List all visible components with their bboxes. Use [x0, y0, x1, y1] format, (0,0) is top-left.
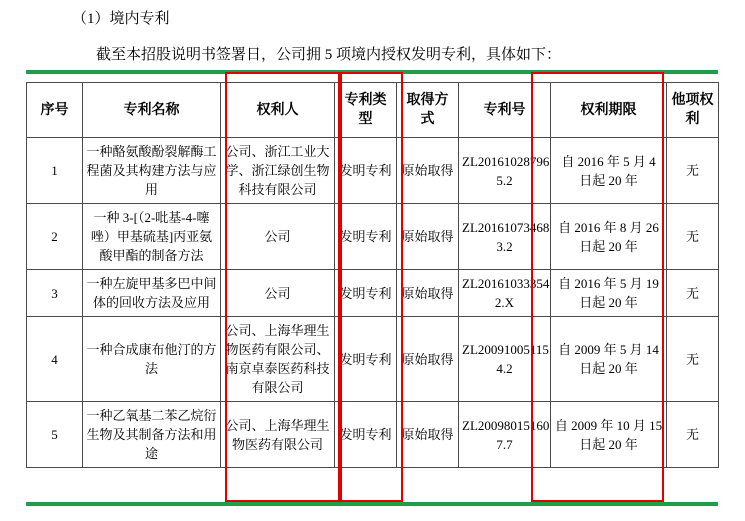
cell-patent-name: 一种乙氧基二苯乙烷衍生物及其制备方法和用途: [83, 402, 221, 468]
column-header-type: 专利类型: [335, 83, 397, 138]
cell-way: 原始取得: [397, 270, 459, 317]
document-page: [0, 8, 745, 521]
cell-owner: 公司、浙江工业大学、浙江绿创生物科技有限公司: [221, 138, 335, 204]
column-header-no: 序号: [27, 83, 83, 138]
cell-other-rights: 无: [667, 138, 719, 204]
cell-other-rights: 无: [667, 270, 719, 317]
cell-term: 自 2016 年 5 月 4 日起 20 年: [551, 138, 667, 204]
column-header-owner: 权利人: [221, 83, 335, 138]
cell-patent-name: 一种左旋甲基多巴中间体的回收方法及应用: [83, 270, 221, 317]
column-header-term: 权利期限: [551, 83, 667, 138]
cell-owner: 公司、上海华理生物医药有限公司: [221, 402, 335, 468]
table-row: [27, 402, 719, 468]
column-header-number: 专利号: [459, 83, 551, 138]
cell-way: 原始取得: [397, 138, 459, 204]
cell-way: 原始取得: [397, 204, 459, 270]
cell-term: 自 2016 年 8 月 26 日起 20 年: [551, 204, 667, 270]
cell-term: 自 2016 年 5 月 19 日起 20 年: [551, 270, 667, 317]
cell-owner: 公司、上海华理生物医药有限公司、南京卓泰医药科技有限公司: [221, 317, 335, 402]
cell-way: 原始取得: [397, 317, 459, 402]
cell-no: 5: [27, 402, 83, 468]
column-header-name: 专利名称: [83, 83, 221, 138]
cell-other-rights: 无: [667, 204, 719, 270]
bottom-green-band: [26, 502, 718, 506]
column-header-other: 他项权利: [667, 83, 719, 138]
table-row: [27, 138, 719, 204]
cell-patent-name: 一种合成康布他汀的方法: [83, 317, 221, 402]
cell-no: 1: [27, 138, 83, 204]
patent-table-wrapper: [26, 82, 718, 468]
cell-no: 2: [27, 204, 83, 270]
section-heading: （1）境内专利: [72, 11, 170, 27]
cell-no: 3: [27, 270, 83, 317]
cell-owner: 公司: [221, 270, 335, 317]
table-row: [27, 317, 719, 402]
cell-patent-name: 一种酪氨酸酚裂解酶工程菌及其构建方法与应用: [83, 138, 221, 204]
cell-owner: 公司: [221, 204, 335, 270]
cell-other-rights: 无: [667, 402, 719, 468]
cell-patent-number: ZL20161073468 3.2: [459, 204, 551, 270]
patent-table: [26, 82, 719, 468]
cell-patent-name: 一种 3-[（2-吡基-4-噻唑）甲基硫基]丙亚氨酸甲酯的制备方法: [83, 204, 221, 270]
cell-type: 发明专利: [335, 317, 397, 402]
table-header-row: [27, 83, 719, 138]
cell-term: 自 2009 年 10 月 15 日起 20 年: [551, 402, 667, 468]
table-row: [27, 270, 719, 317]
cell-patent-number: ZL20161033354 2.X: [459, 270, 551, 317]
cell-type: 发明专利: [335, 270, 397, 317]
cell-patent-number: ZL20091005115 4.2: [459, 317, 551, 402]
top-green-band: [26, 70, 718, 74]
cell-type: 发明专利: [335, 204, 397, 270]
cell-no: 4: [27, 317, 83, 402]
cell-patent-number: ZL20098015160 7.7: [459, 402, 551, 468]
cell-patent-number: ZL20161028796 5.2: [459, 138, 551, 204]
cell-way: 原始取得: [397, 402, 459, 468]
cell-type: 发明专利: [335, 402, 397, 468]
column-header-way: 取得方式: [397, 83, 459, 138]
cell-type: 发明专利: [335, 138, 397, 204]
table-row: [27, 204, 719, 270]
cell-term: 自 2009 年 5 月 14 日起 20 年: [551, 317, 667, 402]
cell-other-rights: 无: [667, 317, 719, 402]
intro-paragraph: 截至本招股说明书签署日，公司拥 5 项境内授权发明专利，具体如下：: [96, 47, 562, 63]
